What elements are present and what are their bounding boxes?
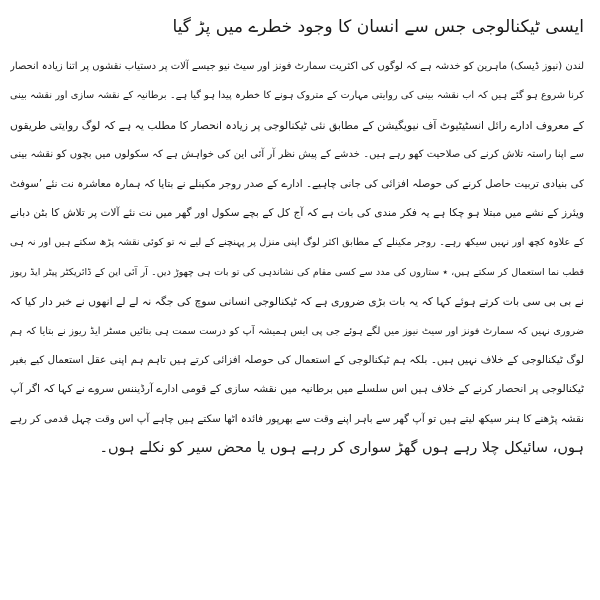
article-line: کے معروف ادارے رائل انسٹیٹیوٹ آف نیویگیشن کے مطابق نئی ٹیکنالوجی پر زیادہ انحصار کا مطلب یہ ہے کہ لوگ روایتی طریقوں [10, 118, 584, 132]
article-line: نے بی بی سی بات کرتے ہوئے کہا کہ یہ بات بڑی ضروری ہے کہ ٹیکنالوجی انسانی سوچ کی جگہ نہ لے لے انھوں نے خبر دار کیا کہ [10, 295, 584, 309]
article-line: ہوں، سائیکل چلا رہے ہوں گھڑ سواری کر رہے ہوں یا محض سیر کو نکلے ہوں۔ [99, 440, 584, 457]
article-line: کرنا شروع ہو گئے ہیں کہ اب نقشہ بینی کی روایتی مہارت کے متروک ہونے کا خطرہ پیدا ہو گیا ہے۔ برطانیہ کے نقشہ سازی اور نقشہ بینی [10, 90, 584, 102]
article-body [10, 52, 584, 463]
article-line: کی بنیادی تربیت حاصل کرنے کی حوصلہ افزائی کی جانی چاہیے۔ ادارے کے صدر روجر مکینلے نے بتایا کہ ہمارہ معاشرہ نت نئے ’سوفٹ [10, 177, 584, 190]
article-line: لوگ ٹیکنالوجی کے خلاف نہیں ہیں۔ بلکہ ہم ٹیکنالوجی کے استعمال کی حوصلہ افزائی کرتے ہیں تاہم ہم اپنی عقل استعمال کیے بغیر [10, 353, 584, 366]
article-line: نقشہ پڑھنے کا ہنر سیکھ لیتے ہیں تو آپ گھر سے باہر اپنے وقت سے بھرپور فائدہ اٹھا سکتے ہیں چاہے آپ اس وقت چہل قدمی کر رہے [10, 412, 584, 425]
article-line: قطب نما استعمال کر سکتے ہیں، ٭ ستاروں کی مدد سے کسی مقام کی نشاندہی کی تو بات ہی چھوڑ دیں۔ آر آئی این کے ڈائریکٹر پیٹر ایڈ ریوز [10, 266, 584, 278]
article-line: ضروری نہیں کہ سمارٹ فونز اور سیٹ نیوز میں لگے ہوئے جی پی ایس ہمیشہ آپ کو درست سمت ہی بتائیں مسٹر ایڈ ریوز نے بتایا کہ ہم [10, 325, 584, 337]
article-headline: ایسی ٹیکنالوجی جس سے انسان کا وجود خطرے میں پڑ گیا [172, 17, 584, 37]
article-line: کے علاوہ کچھ اور نہیں سیکھ رہے۔ روجر مکینلے کے مطابق اکثر لوگ اپنی منزل پر پہنچنے کے لیے نہ تو کوئی نقشہ پڑھ سکتے ہیں اور نہ ہی [10, 237, 584, 249]
article-line: لندن (نیوز ڈیسک) ماہرین کو خدشہ ہے کہ لوگوں کی اکثریت سمارٹ فونز اور سیٹ نیو جیسے آلات پر دستیاب نقشوں پر اتنا زیادہ انحصار [10, 61, 584, 72]
article-line: ویئرز کے نشے میں مبتلا ہو چکا ہے یہ فکر مندی کی بات ہے کہ آج کل کے بچے سکول اور گھر میں نت نئے آلات پر تلاش کا بٹن دبانے [10, 206, 584, 219]
article-line: سے اپنا راستہ تلاش کرنے کی صلاحیت کھو رہے ہیں۔ خدشے کے پیش نظر آر آئی این کی خواہش ہے کہ سکولوں میں بچوں کو نقشہ بینی [10, 149, 584, 161]
article-line: ٹیکنالوجی پر انحصار کرنے کے خلاف ہیں اس سلسلے میں برطانیہ میں نقشہ سازی کے قومی ادارے آرڈیننس سروے نے کہا کہ اگر آپ [10, 383, 584, 396]
